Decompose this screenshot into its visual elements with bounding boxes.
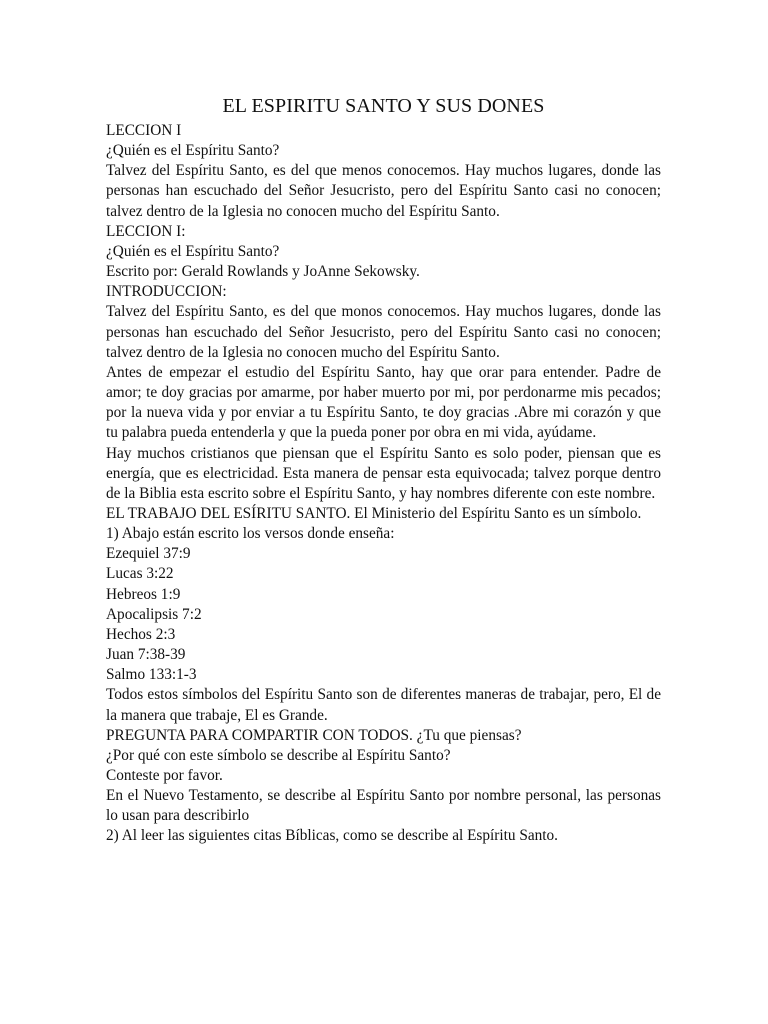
verse-reference: Juan 7:38-39 <box>106 646 186 664</box>
verse-reference: Lucas 3:22 <box>106 565 174 583</box>
numbered-item: 1) Abajo están escrito los versos donde enseña: <box>106 525 395 543</box>
lesson-heading: LECCION I <box>106 122 182 139</box>
instruction-line: Conteste por favor. <box>106 767 223 784</box>
section-heading: INTRODUCCION: <box>106 283 227 301</box>
verse-reference: Ezequiel 37:9 <box>106 545 191 563</box>
verse-reference: Salmo 133:1-3 <box>106 666 197 684</box>
prayer-paragraph: Antes de empezar el estudio del Espíritu Santo, hay que orar para entender. Padre de amor; te doy gracias por amarme, por haber muerto por mi, por perdonarme mis pecados; por la nueva vida y por enviar a tu Espíritu Santo, te doy gracias .Abre mi corazón y que tu palabra pueda entenderla y que la pueda poner por obra en mi vida, ayúdame. <box>106 363 661 442</box>
verse-reference: Apocalipsis 7:2 <box>106 605 202 623</box>
intro-paragraph: Talvez del Espíritu Santo, es del que menos conocemos. Hay muchos lugares, donde las personas han escuchado del Señor Jesucristo, pero del Espíritu Santo casi no conocen; talvez dentro de la Iglesia no conocen mucho del Espíritu Santo. <box>106 162 661 220</box>
author-line: Escrito por: Gerald Rowlands y JoAnne Sekowsky. <box>106 263 420 281</box>
question-line: ¿Por qué con este símbolo se describe al Espíritu Santo? <box>106 746 451 764</box>
body-paragraph: En el Nuevo Testamento, se describe al Espíritu Santo por nombre personal, las personas lo usan para describirlo <box>106 787 661 825</box>
document-page <box>106 93 661 847</box>
lesson-heading: LECCION I: <box>106 222 186 240</box>
section-paragraph: EL TRABAJO DEL ESÍRITU SANTO. El Ministerio del Espíritu Santo es un símbolo. <box>106 504 642 522</box>
verse-reference: Hebreos 1:9 <box>106 585 181 603</box>
discussion-question: PREGUNTA PARA COMPARTIR CON TODOS. ¿Tu que piensas? <box>106 726 522 744</box>
document-body <box>106 121 661 847</box>
document-title: EL ESPIRITU SANTO Y SUS DONES <box>222 95 545 117</box>
verse-reference: Hechos 2:3 <box>106 625 176 643</box>
intro-paragraph: Talvez del Espíritu Santo, es del que monos conocemos. Hay muchos lugares, donde las personas han escuchado del Señor Jesucristo, pero del Espíritu Santo casi no conocen; talvez dentro de la Iglesia no conocen mucho del Espíritu Santo. <box>106 303 661 361</box>
numbered-item: 2) Al leer las siguientes citas Bíblicas, como se describe al Espíritu Santo. <box>106 827 559 845</box>
body-paragraph: Todos estos símbolos del Espíritu Santo son de diferentes maneras de trabajar, pero, El de la manera que trabaje, El es Grande. <box>106 686 661 724</box>
question-line: ¿Quién es el Espíritu Santo? <box>106 242 280 260</box>
question-line: ¿Quién es el Espíritu Santo? <box>106 142 280 160</box>
body-paragraph: Hay muchos cristianos que piensan que el Espíritu Santo es solo poder, piensan que es energía, que es electricidad. Esta manera de pensar esta equivocada; talvez porque dentro de la Biblia esta escrito sobre el Espíritu Santo, y hay nombres diferente con este nombre. <box>106 444 661 502</box>
